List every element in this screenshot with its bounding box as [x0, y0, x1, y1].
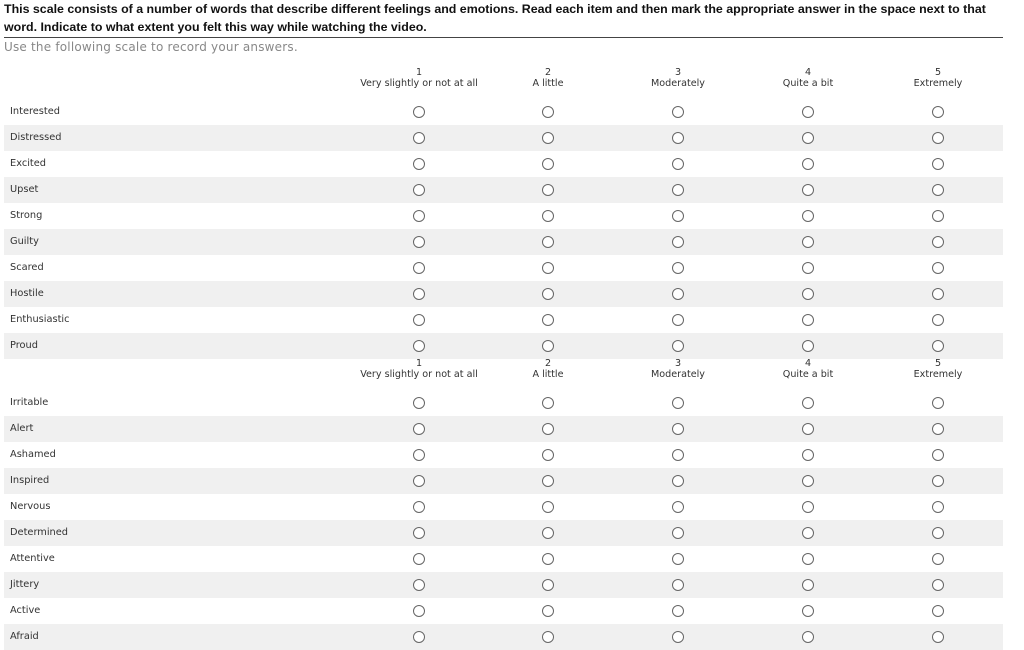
- radio-jittery-5[interactable]: [932, 579, 944, 591]
- radio-active-4[interactable]: [802, 605, 814, 617]
- item-label-hostile: Hostile: [10, 288, 44, 299]
- radio-ashamed-3[interactable]: [672, 449, 684, 461]
- scale-label: Very slightly or not at all: [360, 78, 478, 89]
- scale-number: 1: [415, 67, 423, 78]
- radio-upset-2[interactable]: [542, 184, 554, 196]
- radio-scared-4[interactable]: [802, 262, 814, 274]
- matrix-table-1: [4, 67, 1003, 359]
- radio-scared-5[interactable]: [932, 262, 944, 274]
- radio-jittery-4[interactable]: [802, 579, 814, 591]
- radio-interested-5[interactable]: [932, 106, 944, 118]
- radio-distressed-1[interactable]: [413, 132, 425, 144]
- scale-number: 1: [415, 358, 423, 369]
- table-row: [4, 307, 1003, 333]
- radio-attentive-4[interactable]: [802, 553, 814, 565]
- scale-label: Moderately: [651, 369, 705, 380]
- radio-determined-2[interactable]: [542, 527, 554, 539]
- item-label-afraid: Afraid: [10, 631, 39, 642]
- radio-strong-2[interactable]: [542, 210, 554, 222]
- radio-ashamed-4[interactable]: [802, 449, 814, 461]
- radio-alert-5[interactable]: [932, 423, 944, 435]
- item-label-irritable: Irritable: [10, 397, 49, 408]
- scale-header-row: [4, 358, 1003, 390]
- scale-label: Very slightly or not at all: [360, 369, 478, 380]
- table-row: [4, 598, 1003, 624]
- item-label-scared: Scared: [10, 262, 44, 273]
- table-row: [4, 255, 1003, 281]
- table-row: [4, 572, 1003, 598]
- radio-determined-1[interactable]: [413, 527, 425, 539]
- radio-strong-4[interactable]: [802, 210, 814, 222]
- radio-proud-1[interactable]: [413, 340, 425, 352]
- radio-strong-5[interactable]: [932, 210, 944, 222]
- radio-inspired-1[interactable]: [413, 475, 425, 487]
- item-label-interested: Interested: [10, 106, 60, 117]
- radio-determined-3[interactable]: [672, 527, 684, 539]
- radio-attentive-5[interactable]: [932, 553, 944, 565]
- item-label-upset: Upset: [10, 184, 39, 195]
- radio-alert-2[interactable]: [542, 423, 554, 435]
- radio-scared-3[interactable]: [672, 262, 684, 274]
- radio-strong-1[interactable]: [413, 210, 425, 222]
- radio-determined-5[interactable]: [932, 527, 944, 539]
- matrix-table-2: [4, 358, 1003, 650]
- radio-alert-3[interactable]: [672, 423, 684, 435]
- radio-ashamed-2[interactable]: [542, 449, 554, 461]
- scale-number: 3: [674, 67, 682, 78]
- scale-number: 4: [804, 358, 812, 369]
- radio-afraid-5[interactable]: [932, 631, 944, 643]
- radio-upset-5[interactable]: [932, 184, 944, 196]
- radio-alert-1[interactable]: [413, 423, 425, 435]
- item-label-strong: Strong: [10, 210, 43, 221]
- radio-hostile-1[interactable]: [413, 288, 425, 300]
- scale-number: 4: [804, 67, 812, 78]
- radio-attentive-2[interactable]: [542, 553, 554, 565]
- radio-excited-3[interactable]: [672, 158, 684, 170]
- radio-nervous-5[interactable]: [932, 501, 944, 513]
- item-label-nervous: Nervous: [10, 501, 51, 512]
- radio-jittery-3[interactable]: [672, 579, 684, 591]
- radio-scared-1[interactable]: [413, 262, 425, 274]
- radio-enthusiastic-1[interactable]: [413, 314, 425, 326]
- scale-number: 2: [544, 67, 552, 78]
- table-row: [4, 177, 1003, 203]
- item-label-enthusiastic: Enthusiastic: [10, 314, 70, 325]
- item-label-ashamed: Ashamed: [10, 449, 56, 460]
- radio-ashamed-5[interactable]: [932, 449, 944, 461]
- radio-afraid-4[interactable]: [802, 631, 814, 643]
- radio-afraid-2[interactable]: [542, 631, 554, 643]
- scale-note: Use the following scale to record your answers.: [4, 40, 298, 54]
- radio-irritable-5[interactable]: [932, 397, 944, 409]
- radio-guilty-3[interactable]: [672, 236, 684, 248]
- radio-nervous-2[interactable]: [542, 501, 554, 513]
- radio-ashamed-1[interactable]: [413, 449, 425, 461]
- radio-active-2[interactable]: [542, 605, 554, 617]
- scale-label: A little: [532, 78, 564, 89]
- radio-interested-2[interactable]: [542, 106, 554, 118]
- radio-proud-2[interactable]: [542, 340, 554, 352]
- table-row: [4, 281, 1003, 307]
- table-row: [4, 390, 1003, 416]
- radio-irritable-4[interactable]: [802, 397, 814, 409]
- radio-distressed-5[interactable]: [932, 132, 944, 144]
- radio-active-5[interactable]: [932, 605, 944, 617]
- radio-excited-4[interactable]: [802, 158, 814, 170]
- radio-nervous-4[interactable]: [802, 501, 814, 513]
- table-row: [4, 494, 1003, 520]
- scale-header-row: [4, 67, 1003, 99]
- table-row: [4, 125, 1003, 151]
- scale-label: Extremely: [913, 369, 963, 380]
- radio-proud-5[interactable]: [932, 340, 944, 352]
- scale-number: 5: [934, 358, 942, 369]
- radio-upset-3[interactable]: [672, 184, 684, 196]
- radio-guilty-1[interactable]: [413, 236, 425, 248]
- radio-nervous-3[interactable]: [672, 501, 684, 513]
- radio-distressed-2[interactable]: [542, 132, 554, 144]
- table-row: [4, 416, 1003, 442]
- radio-hostile-5[interactable]: [932, 288, 944, 300]
- radio-irritable-3[interactable]: [672, 397, 684, 409]
- radio-upset-4[interactable]: [802, 184, 814, 196]
- table-row: [4, 520, 1003, 546]
- item-label-inspired: Inspired: [10, 475, 50, 486]
- radio-excited-5[interactable]: [932, 158, 944, 170]
- scale-label: Moderately: [651, 78, 705, 89]
- scale-label: A little: [532, 369, 564, 380]
- radio-active-1[interactable]: [413, 605, 425, 617]
- radio-proud-3[interactable]: [672, 340, 684, 352]
- radio-afraid-1[interactable]: [413, 631, 425, 643]
- radio-strong-3[interactable]: [672, 210, 684, 222]
- item-label-determined: Determined: [10, 527, 69, 538]
- item-label-attentive: Attentive: [10, 553, 55, 564]
- radio-upset-1[interactable]: [413, 184, 425, 196]
- radio-inspired-4[interactable]: [802, 475, 814, 487]
- item-label-alert: Alert: [10, 423, 34, 434]
- radio-excited-1[interactable]: [413, 158, 425, 170]
- radio-interested-4[interactable]: [802, 106, 814, 118]
- radio-excited-2[interactable]: [542, 158, 554, 170]
- table-row: [4, 468, 1003, 494]
- radio-attentive-3[interactable]: [672, 553, 684, 565]
- radio-enthusiastic-2[interactable]: [542, 314, 554, 326]
- radio-attentive-1[interactable]: [413, 553, 425, 565]
- radio-inspired-2[interactable]: [542, 475, 554, 487]
- item-label-jittery: Jittery: [10, 579, 40, 590]
- radio-determined-4[interactable]: [802, 527, 814, 539]
- table-row: [4, 442, 1003, 468]
- scale-label: Extremely: [913, 78, 963, 89]
- radio-jittery-1[interactable]: [413, 579, 425, 591]
- radio-scared-2[interactable]: [542, 262, 554, 274]
- radio-guilty-5[interactable]: [932, 236, 944, 248]
- radio-distressed-4[interactable]: [802, 132, 814, 144]
- radio-interested-1[interactable]: [413, 106, 425, 118]
- scale-label: Quite a bit: [782, 369, 834, 380]
- radio-hostile-2[interactable]: [542, 288, 554, 300]
- radio-guilty-4[interactable]: [802, 236, 814, 248]
- scale-header-5: [853, 358, 1023, 380]
- radio-enthusiastic-3[interactable]: [672, 314, 684, 326]
- radio-active-3[interactable]: [672, 605, 684, 617]
- scale-number: 2: [544, 358, 552, 369]
- table-row: [4, 229, 1003, 255]
- table-row: [4, 151, 1003, 177]
- radio-inspired-3[interactable]: [672, 475, 684, 487]
- radio-afraid-3[interactable]: [672, 631, 684, 643]
- table-row: [4, 99, 1003, 125]
- radio-distressed-3[interactable]: [672, 132, 684, 144]
- instructions-text: This scale consists of a number of words that describe different feelings and emotions. Read each item and then mark the appropriate answer in the space next to that word. Indicate to what extent you felt this way while watching the video.: [4, 2, 986, 34]
- item-label-proud: Proud: [10, 340, 38, 351]
- divider: [4, 37, 1003, 38]
- radio-enthusiastic-5[interactable]: [932, 314, 944, 326]
- scale-number: 5: [934, 67, 942, 78]
- table-row: [4, 546, 1003, 572]
- table-row: [4, 333, 1003, 359]
- radio-proud-4[interactable]: [802, 340, 814, 352]
- radio-enthusiastic-4[interactable]: [802, 314, 814, 326]
- radio-nervous-1[interactable]: [413, 501, 425, 513]
- radio-irritable-1[interactable]: [413, 397, 425, 409]
- radio-guilty-2[interactable]: [542, 236, 554, 248]
- scale-number: 3: [674, 358, 682, 369]
- table-row: [4, 203, 1003, 229]
- item-label-distressed: Distressed: [10, 132, 62, 143]
- table-row: [4, 624, 1003, 650]
- radio-hostile-4[interactable]: [802, 288, 814, 300]
- item-label-excited: Excited: [10, 158, 47, 169]
- item-label-guilty: Guilty: [10, 236, 39, 247]
- radio-jittery-2[interactable]: [542, 579, 554, 591]
- radio-hostile-3[interactable]: [672, 288, 684, 300]
- radio-inspired-5[interactable]: [932, 475, 944, 487]
- radio-interested-3[interactable]: [672, 106, 684, 118]
- radio-irritable-2[interactable]: [542, 397, 554, 409]
- item-label-active: Active: [10, 605, 41, 616]
- radio-alert-4[interactable]: [802, 423, 814, 435]
- scale-header-5: [853, 67, 1023, 89]
- scale-label: Quite a bit: [782, 78, 834, 89]
